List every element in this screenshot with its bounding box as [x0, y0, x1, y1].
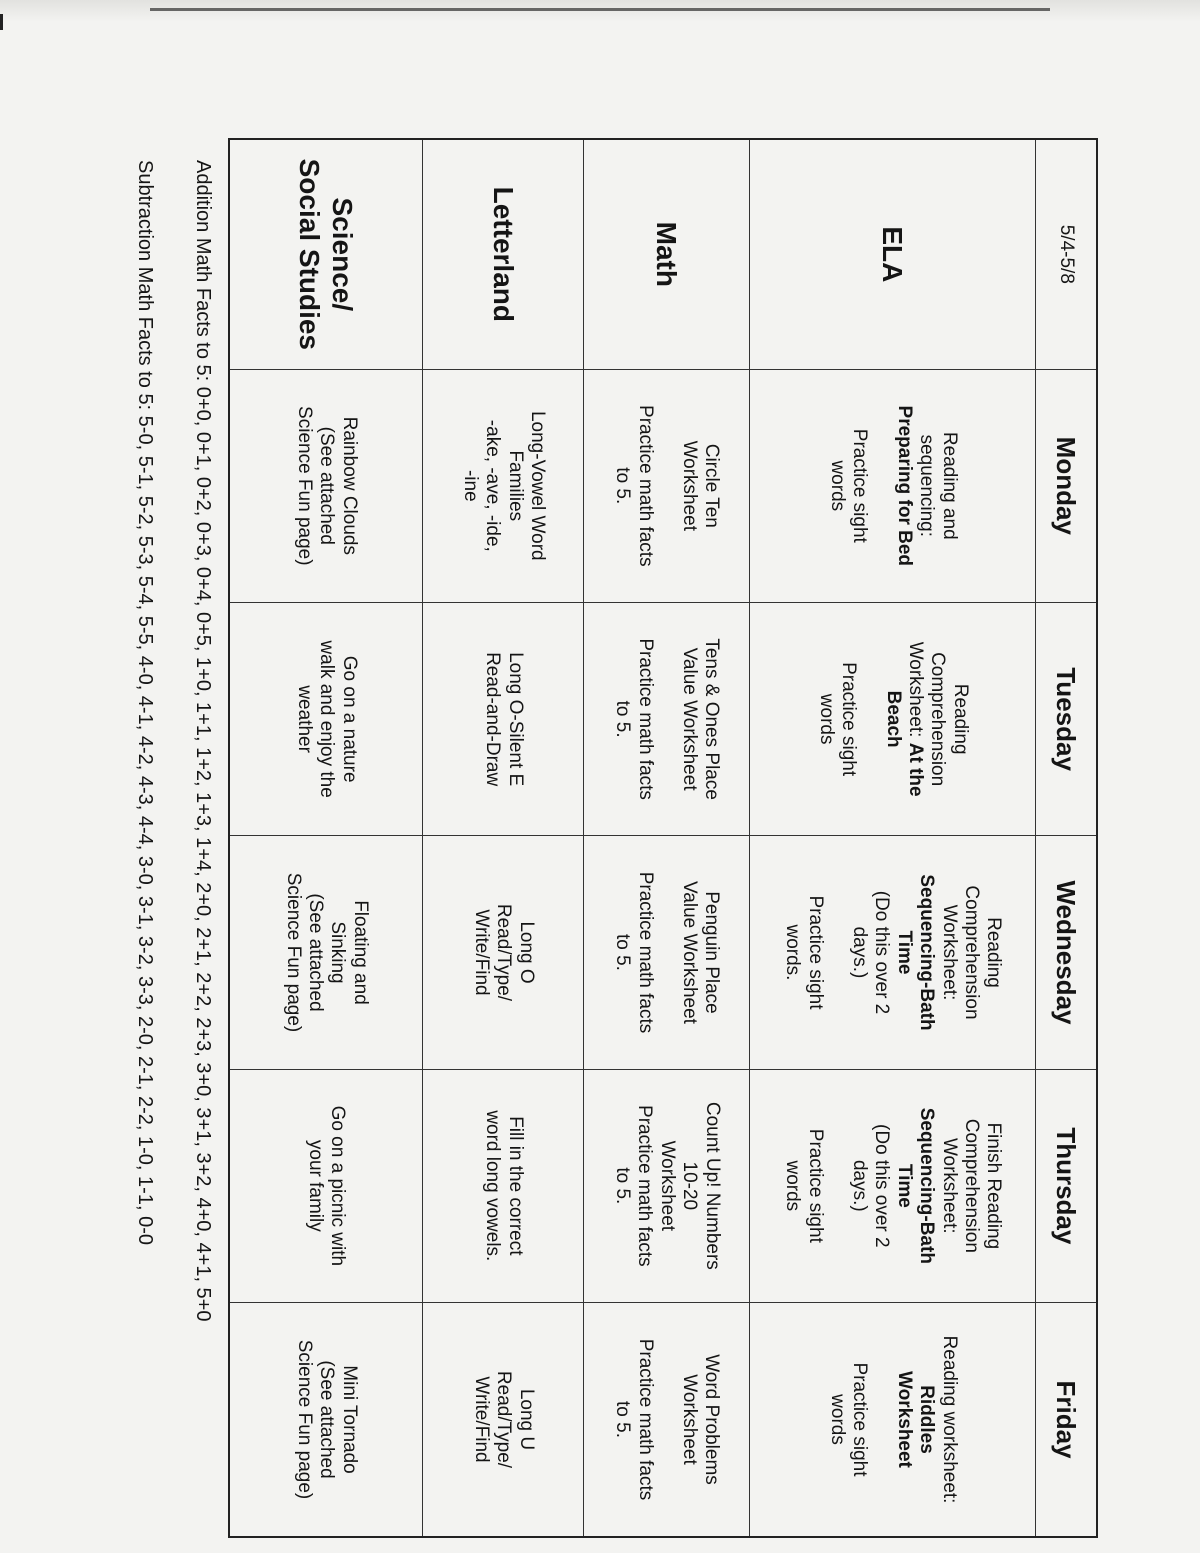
day-header-wednesday: Wednesday	[1036, 836, 1098, 1069]
cell-line-bold: Beach	[882, 690, 904, 748]
cell-line: Comprehension	[960, 885, 982, 1020]
day-header-thursday: Thursday	[1036, 1069, 1098, 1302]
subject-ela: ELA	[750, 139, 1036, 369]
cell-line: Long O-Silent E	[504, 652, 526, 787]
cell-line: Reading	[949, 683, 971, 755]
day-header-friday: Friday	[1036, 1303, 1098, 1538]
cell-line: days.)	[848, 1159, 870, 1212]
cell-line: walk and enjoy the	[316, 640, 338, 798]
cell-line: to 5.	[612, 700, 634, 738]
math-monday-cell	[584, 369, 750, 602]
cell-line: (See attached	[316, 1360, 338, 1479]
cell-line-bold: Worksheet	[893, 1371, 915, 1468]
cell-line: Count Up! Numbers	[701, 1101, 723, 1270]
cell-line: Long O	[515, 921, 537, 984]
ela-row	[750, 139, 1036, 1537]
cell-line: sequencing:	[916, 434, 938, 538]
cell-line: to 5.	[611, 1167, 633, 1205]
cell-line: Read/Type/	[493, 903, 515, 1002]
letterland-wednesday-cell	[423, 836, 584, 1069]
cell-line: Science Fun page)	[293, 1339, 315, 1500]
letterland-tuesday-cell	[423, 602, 584, 835]
cell-line: Worksheet	[679, 440, 700, 532]
rotated-page	[38, 138, 1098, 1538]
math-wednesday-cell	[584, 836, 750, 1069]
math-tuesday-cell	[584, 602, 750, 835]
cell-line: word long vowels.	[482, 1110, 504, 1262]
ela-wednesday-cell	[750, 836, 1036, 1069]
cell-line: Science Fun page)	[293, 406, 315, 566]
cell-gap	[870, 378, 892, 594]
letterland-thursday-cell	[423, 1069, 584, 1302]
cell-line: Penguin Place	[701, 891, 723, 1014]
cell-line: (See attached	[305, 893, 327, 1012]
science-tuesday-cell	[229, 602, 423, 835]
cell-line: Rainbow Clouds	[338, 416, 360, 555]
letterland-friday-cell	[423, 1303, 584, 1538]
cell-line: (Do this over 2	[871, 890, 893, 1015]
cell-line: Practice math facts	[634, 1338, 656, 1501]
addition-facts: Addition Math Facts to 5: 0+0, 0+1, 0+2, 0+3, 0+4, 0+5, 1+0, 1+1, 1+2, 1+3, 1+4, 2+0, 2+1, 2+2, 2+3, 3+0, 3+1, 3+2, 4+0, 4+1, 5+0	[192, 160, 214, 1322]
cell-gap	[826, 1078, 848, 1294]
cell-line: Families	[504, 450, 526, 522]
cell-line: Worksheet:	[938, 1137, 960, 1234]
cell-line: Worksheet	[656, 1140, 678, 1232]
cell-line: Reading worksheet:	[938, 1335, 960, 1504]
letterland-row	[423, 139, 584, 1537]
cell-line: Comprehension	[960, 1118, 982, 1253]
subject-science-line: Social Studies	[294, 158, 326, 351]
ela-friday-cell	[750, 1303, 1036, 1538]
cell-line: Write/Find	[470, 1376, 492, 1463]
cell-gap	[859, 611, 881, 827]
subject-letterland: Letterland	[423, 139, 584, 369]
cell-line: Practice math facts	[634, 871, 656, 1034]
subject-science	[229, 139, 423, 369]
cell-line: words	[826, 460, 848, 512]
cell-line: Practice sight	[804, 895, 826, 1010]
cell-line: (Do this over 2	[871, 1124, 893, 1248]
cell-line: Read-and-Draw	[482, 652, 504, 787]
cell-line: (See attached	[316, 426, 338, 545]
cell-line: Mini Tornado	[338, 1365, 360, 1474]
cell-line-bold: Sequencing-Bath	[916, 1107, 938, 1264]
cell-line: Comprehension	[927, 652, 949, 787]
cell-line: words	[826, 1394, 848, 1445]
cell-line: Practice sight	[849, 1362, 871, 1477]
date-range: 5/4-5/8	[1036, 139, 1098, 369]
cell-line: Sinking	[327, 921, 349, 984]
subject-science-line: Science/	[327, 197, 359, 312]
cell-line: -ine	[459, 469, 481, 502]
cell-line: Read/Type/	[493, 1370, 515, 1469]
science-monday-cell	[229, 369, 423, 602]
cell-line: Word Problems	[701, 1354, 723, 1485]
cell-line: Practice sight	[849, 428, 871, 543]
cell-line: to 5.	[612, 1401, 634, 1438]
cell-gap	[656, 378, 678, 594]
math-thursday-cell	[584, 1069, 750, 1302]
cell-line: Write/Find	[470, 909, 492, 996]
cell-line: Practice sight	[838, 662, 860, 777]
ela-tuesday-cell	[750, 602, 1036, 835]
cell-line: your family	[305, 1139, 327, 1232]
cell-line: Reading and	[938, 431, 960, 540]
cell-text-bold: At the	[904, 742, 926, 797]
cell-line: to 5.	[612, 933, 634, 971]
cell-line: Practice math facts	[634, 638, 656, 800]
cell-line: Reading	[983, 917, 1005, 988]
cell-gap	[656, 844, 678, 1060]
cell-line: Science Fun page)	[282, 872, 304, 1033]
cell-line: weather	[293, 685, 315, 753]
cell-line: Practice sight	[804, 1128, 826, 1243]
scan-corner-mark	[0, 14, 3, 30]
science-wednesday-cell	[229, 836, 423, 1069]
header-row	[1036, 139, 1098, 1537]
cell-line: Go on a nature	[338, 655, 360, 783]
cell-line: words.	[782, 924, 804, 981]
cell-line: days.)	[848, 926, 870, 979]
cell-line: words	[815, 693, 837, 745]
cell-line: Finish Reading	[983, 1122, 1005, 1250]
cell-line: 10-20	[679, 1161, 701, 1211]
subtraction-facts: Subtraction Math Facts to 5: 5-0, 5-1, 5-2, 5-3, 5-4, 5-5, 4-0, 4-1, 4-2, 4-3, 4-4, 3-0, 3-1, 3-2, 3-3, 2-0, 2-1, 2-2, 1-0, 1-1, 0-0	[134, 160, 156, 1245]
cell-line: words	[782, 1160, 804, 1212]
scan-edge-line	[150, 8, 1050, 11]
cell-gap	[826, 844, 848, 1060]
cell-gap	[656, 611, 678, 827]
cell-line-bold: Time	[893, 930, 915, 975]
cell-line-bold: Time	[893, 1163, 915, 1208]
cell-line: Worksheet	[679, 1374, 700, 1465]
cell-line: Value Worksheet	[679, 881, 700, 1024]
cell-gap	[870, 1311, 892, 1528]
cell-line: Practice math facts	[634, 405, 656, 567]
ela-thursday-cell	[750, 1069, 1036, 1302]
day-header-monday: Monday	[1036, 369, 1098, 602]
ela-monday-cell	[750, 369, 1036, 602]
cell-line: Value Worksheet	[679, 647, 700, 791]
letterland-monday-cell	[423, 369, 584, 602]
subject-math: Math	[584, 139, 750, 369]
cell-line: -ake, -ave, -ide,	[482, 419, 504, 552]
science-thursday-cell	[229, 1069, 423, 1302]
science-friday-cell	[229, 1303, 423, 1538]
cell-gap	[656, 1311, 678, 1528]
science-row	[229, 139, 423, 1537]
cell-line: Fill in the correct	[504, 1116, 526, 1256]
cell-line: Long U	[515, 1388, 537, 1451]
cell-line: Tens & Ones Place	[701, 638, 723, 800]
cell-line: to 5.	[612, 467, 634, 505]
weekly-schedule-table	[228, 138, 1098, 1538]
scan-edge-shadow	[0, 0, 1200, 22]
cell-line: Go on a picnic with	[327, 1105, 349, 1267]
math-row	[584, 139, 750, 1537]
cell-line: Circle Ten	[701, 443, 723, 528]
cell-text: Worksheet:	[904, 641, 926, 738]
cell-line-bold: Preparing for Bed	[893, 405, 915, 567]
cell-line: Floating and	[349, 900, 371, 1005]
cell-line-mixed	[904, 611, 926, 827]
math-friday-cell	[584, 1303, 750, 1538]
cell-line: Worksheet:	[938, 904, 960, 1001]
cell-line: Long-Vowel Word	[526, 410, 548, 561]
day-header-tuesday: Tuesday	[1036, 602, 1098, 835]
cell-line-bold: Sequencing-Bath	[916, 874, 938, 1031]
cell-line-bold: Riddles	[916, 1385, 938, 1454]
cell-line: Practice math facts	[634, 1105, 656, 1267]
